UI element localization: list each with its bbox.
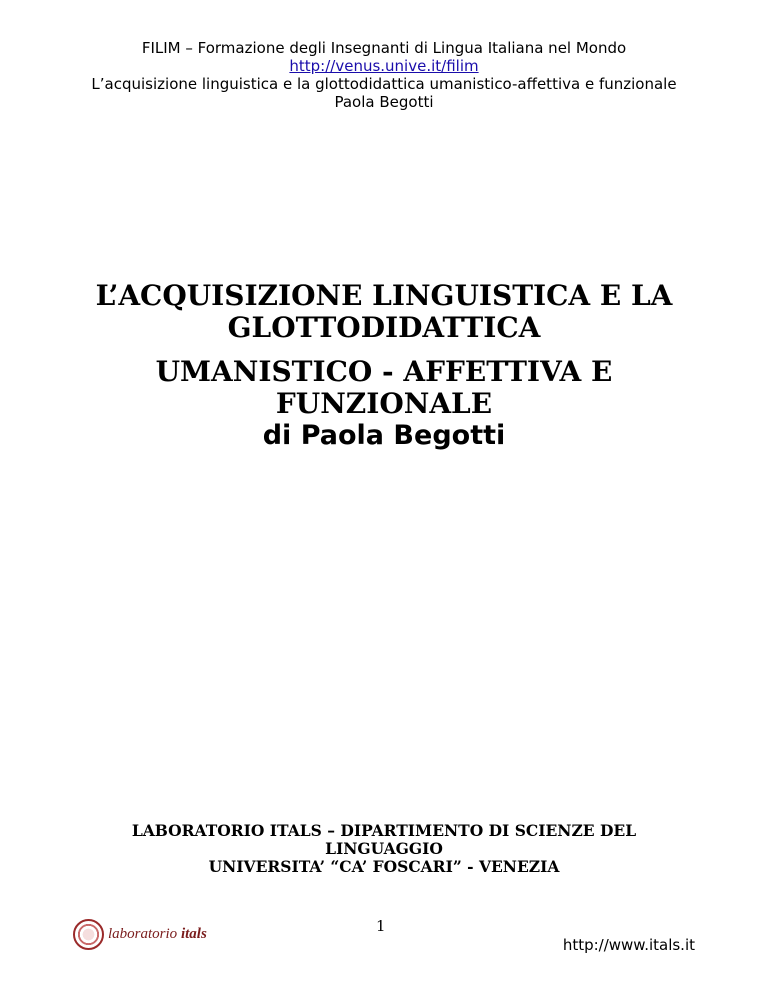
university-seal-icon <box>73 919 104 950</box>
title-line-2: GLOTTODIDATTICA <box>227 311 541 344</box>
itals-logo <box>73 917 207 951</box>
institution-line-2: LINGUAGGIO <box>325 839 443 858</box>
header-link[interactable]: http://venus.unive.it/filim <box>289 57 479 75</box>
title-line-1: L’ACQUISIZIONE LINGUISTICA E LA <box>95 279 673 312</box>
logo-text: laboratorio itals <box>108 925 207 942</box>
institution-line-3: UNIVERSITA’ “CA’ FOSCARI” - VENEZIA <box>208 857 560 876</box>
header-document-title: L’acquisizione linguistica e la glottodidattica umanistico-affettiva e funzionale <box>91 75 677 93</box>
institution-line-1: LABORATORIO ITALS – DIPARTIMENTO DI SCIENZE DEL <box>131 821 637 840</box>
document-title <box>0 280 768 452</box>
header-author: Paola Begotti <box>334 93 434 111</box>
institution-block <box>0 822 768 876</box>
title-line-3: UMANISTICO - AFFETTIVA E <box>155 355 613 388</box>
title-line-4: FUNZIONALE <box>275 387 493 420</box>
title-author: di Paola Begotti <box>262 420 506 451</box>
footer-url: http://www.itals.it <box>562 936 695 954</box>
page-header <box>0 39 768 111</box>
page-number: 1 <box>376 917 386 935</box>
header-course-title: FILIM – Formazione degli Insegnanti di Lingua Italiana nel Mondo <box>141 39 627 57</box>
